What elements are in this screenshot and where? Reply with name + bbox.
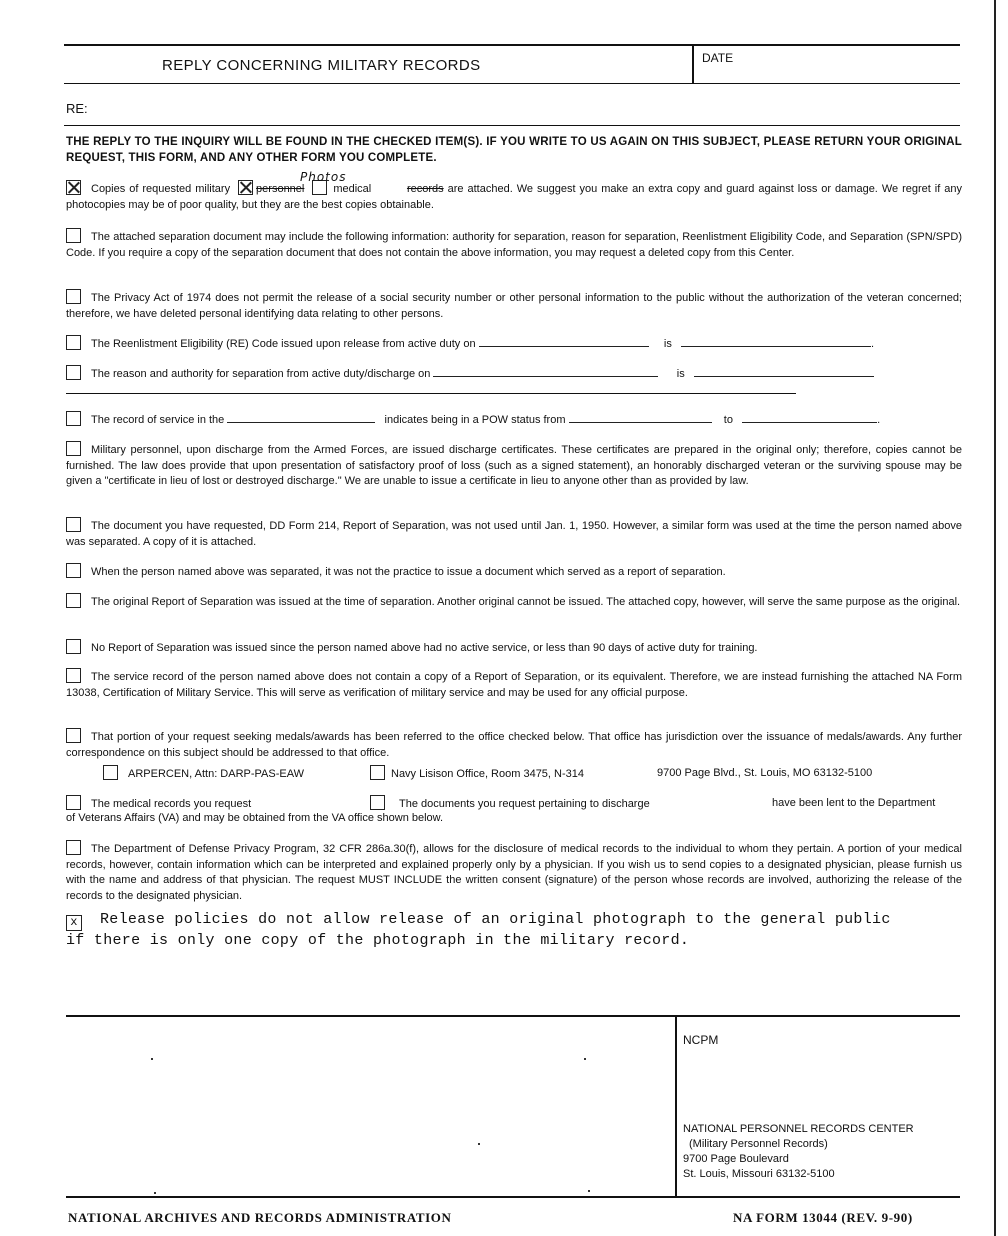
address-line-4: St. Louis, Missouri 63132-5100 <box>683 1168 835 1180</box>
item1-text-c: are attached. We suggest you make an extra copy and guard against loss or damage. We regret if any photocopies may be of poor quality, but they are the best copies obtainable. <box>66 183 963 211</box>
typed-note-line2: if there is only one copy of the photograph in the military record. <box>66 932 690 949</box>
footer-form-number: NA FORM 13044 (REV. 9-90) <box>733 1210 913 1225</box>
page-edge <box>994 0 996 1236</box>
checkbox-privacy-act[interactable] <box>66 289 81 304</box>
item12-text: The service record of the person named above does not contain a copy of a Report of Separation, or its equivalent. Therefore, we are instead furnishing the attached NA Form 13038, Certification of Military Service. This will serve as verification of military service and may be used for any official purpose. <box>66 671 962 699</box>
item3-text: The Privacy Act of 1974 does not permit the release of a social security number or other personal information to the public without the authorization of the veteran concerned; therefore, we have deleted personal identifying data relating to other persons. <box>66 292 962 320</box>
checkbox-discharge-certificates[interactable] <box>66 441 81 456</box>
checkbox-no-practice[interactable] <box>66 563 81 578</box>
re-code-value-field[interactable] <box>681 336 871 347</box>
checkbox-original-issued[interactable] <box>66 593 81 608</box>
checkbox-medals-awards[interactable] <box>66 728 81 743</box>
intro-text: THE REPLY TO THE INQUIRY WILL BE FOUND IN THE CHECKED ITEM(S). IF YOU WRITE TO US AGAIN ON THIS SUBJECT, PLEASE RETURN YOUR ORIGINAL REQUEST, THIS FORM, AND ANY OTHER FORM YOU COMPLETE. <box>66 136 962 164</box>
item-dod-privacy <box>66 840 962 904</box>
item1-text-medical: medical <box>333 183 372 195</box>
item-copies-attached <box>66 180 962 213</box>
item5-text-b: is <box>676 368 685 380</box>
item7-text: Military personnel, upon discharge from the Armed Forces, are issued discharge certificates. These certificates are prepared in the original only; therefore, copies cannot be furnished. The law does provide that upon presentation of satisfactory proof of loss (such as a signed statement), an honorably discharged veteran or the surviving spouse may be given a "certificate in lieu of lost or destroyed discharge." We are unable to issue a certificate in lieu to anyone other than as provided by law. <box>66 444 962 487</box>
item-na-form-13038 <box>66 668 962 701</box>
scan-speck <box>584 1058 586 1060</box>
date-label: DATE <box>702 51 734 65</box>
item13-text: That portion of your request seeking medals/awards has been referred to the office checked below. That office has jurisdiction over the issuance of medals/awards. Any further correspondence on this subject should be addressed to that office. <box>66 731 962 759</box>
item1-struck-records: records <box>406 183 444 195</box>
item5-text-a: The reason and authority for separation from active duty/discharge on <box>91 368 431 380</box>
pow-from-field[interactable] <box>569 412 712 423</box>
separation-reason-continuation-line[interactable] <box>66 393 796 394</box>
bottom-box-divider <box>675 1015 677 1197</box>
navy-liaison-label: Navy Lisison Office, Room 3475, N-314 <box>391 768 584 780</box>
address-line-3: 9700 Page Boulevard <box>683 1153 789 1165</box>
bottom-box-bottom-rule <box>66 1196 960 1198</box>
item-re-code: The Reenlistment Eligibility (RE) Code issued upon release from active duty on is . <box>66 335 962 353</box>
separation-date-field[interactable] <box>433 366 658 377</box>
header-rule <box>64 83 960 84</box>
scan-speck <box>588 1190 590 1192</box>
checkbox-separation-document[interactable] <box>66 228 81 243</box>
checkbox-navy-liaison[interactable] <box>370 765 385 780</box>
date-divider <box>692 44 694 84</box>
checkbox-na-form-13038[interactable] <box>66 668 81 683</box>
arpercen-label: ARPERCEN, Attn: DARP-PAS-EAW <box>128 768 305 780</box>
footer-agency: NATIONAL ARCHIVES AND RECORDS ADMINISTRATION <box>68 1210 452 1225</box>
item11-text: No Report of Separation was issued since the person named above had no active service, or less than 90 days of active duty for training. <box>91 642 758 654</box>
item9-text: When the person named above was separated, it was not the practice to issue a document which served as a report of separation. <box>91 566 726 578</box>
item-medical-records-lent <box>66 795 251 810</box>
checkbox-re-code[interactable] <box>66 335 81 350</box>
item1-text-a: Copies of requested military <box>91 183 231 195</box>
item-privacy-act <box>66 289 962 322</box>
re-rule <box>64 125 960 126</box>
re-label: RE: <box>66 101 88 116</box>
option-arpercen <box>103 765 304 780</box>
pow-to-field[interactable] <box>742 412 877 423</box>
item14-text-a: The medical records you request <box>91 798 252 810</box>
re-code-date-field[interactable] <box>479 336 649 347</box>
checkbox-medical-records-lent[interactable] <box>66 795 81 810</box>
address-line-2: (Military Personnel Records) <box>689 1138 828 1150</box>
checkbox-copies[interactable] <box>66 180 81 195</box>
checkbox-dd214[interactable] <box>66 517 81 532</box>
typed-note <box>66 910 966 951</box>
item-no-report <box>66 639 962 657</box>
item6-text-c: to <box>723 414 733 426</box>
item-pow-status: The record of service in the indicates being in a POW status from to . <box>66 411 962 429</box>
checkbox-pow-status[interactable] <box>66 411 81 426</box>
item2-text: The attached separation document may include the following information: authority for separation, reason for separation, Reenlistment Eligibility Code, and Separation (SPN/SPD) Code. If you require a copy of the separation document that does not contain the above information, you may request a deleted copy from this Center. <box>66 231 962 259</box>
item6-text-b: indicates being in a POW status from <box>384 414 566 426</box>
typed-note-text1: Release policies do not allow release of an original photograph to the general public <box>100 911 891 928</box>
item-discharge-docs-lent <box>370 795 650 810</box>
handwritten-photos: Photos <box>300 170 347 184</box>
option-navy-liaison <box>370 765 584 780</box>
item-separation-document <box>66 228 962 261</box>
checkbox-separation-reason[interactable] <box>66 365 81 380</box>
ncpm-label: NCPM <box>683 1033 719 1047</box>
item-medals-awards <box>66 728 962 761</box>
item14-text-d: of Veterans Affairs (VA) and may be obtained from the VA office shown below. <box>66 812 444 824</box>
item15-text: The Department of Defense Privacy Program, 32 CFR 286a.30(f), allows for the disclosure of medical records to the individual to whom they pertain. A portion of your medical records, however, contain information which can be interpreted and explained properly only by a physician. If you wish us to send copies to a designated physician, please furnish us with the name and address of that physician. The request MUST INCLUDE the written consent (signature) of the person whose records are involved, authorizing the release of the records to the designated physician. <box>66 843 962 902</box>
scan-speck <box>478 1143 480 1145</box>
item10-text: The original Report of Separation was issued at the time of separation. Another original cannot be issued. The attached copy, however, will serve the same purpose as the original. <box>91 596 961 608</box>
checkbox-photo-policy[interactable]: x <box>66 915 82 931</box>
navy-liaison-address: 9700 Page Blvd., St. Louis, MO 63132-5100 <box>657 767 873 779</box>
item1-struck-personnel: personnel <box>256 183 305 195</box>
address-line-1: NATIONAL PERSONNEL RECORDS CENTER <box>683 1123 914 1135</box>
pow-record-field[interactable] <box>227 412 375 423</box>
item-dd214 <box>66 517 962 550</box>
typed-note-line1 <box>66 910 966 931</box>
checkbox-dod-privacy[interactable] <box>66 840 81 855</box>
scan-speck <box>151 1058 153 1060</box>
checkbox-personnel[interactable] <box>238 180 253 195</box>
checkbox-discharge-docs-lent[interactable] <box>370 795 385 810</box>
return-address <box>683 1122 914 1182</box>
item-discharge-certificates <box>66 441 962 490</box>
bottom-box-top-rule <box>66 1015 960 1017</box>
separation-reason-field[interactable] <box>694 366 874 377</box>
item6-text-a: The record of service in the <box>91 414 225 426</box>
item14-text-c: have been lent to the Department <box>772 797 936 809</box>
item14-text-b: The documents you request pertaining to discharge <box>399 798 650 810</box>
item4-text-b: is <box>663 338 672 350</box>
checkbox-no-report[interactable] <box>66 639 81 654</box>
scan-speck <box>154 1192 156 1194</box>
item-original-issued <box>66 593 962 611</box>
checkbox-arpercen[interactable] <box>103 765 118 780</box>
item-no-practice <box>66 563 962 581</box>
item8-text: The document you have requested, DD Form 214, Report of Separation, was not used until Jan. 1, 1950. However, a similar form was used at the time the person named above was separated. A copy of it is attached. <box>66 520 962 548</box>
item4-text-a: The Reenlistment Eligibility (RE) Code issued upon release from active duty on <box>91 338 476 350</box>
top-rule <box>64 44 960 46</box>
item-separation-reason <box>66 365 962 383</box>
form-title: REPLY CONCERNING MILITARY RECORDS <box>162 57 481 74</box>
